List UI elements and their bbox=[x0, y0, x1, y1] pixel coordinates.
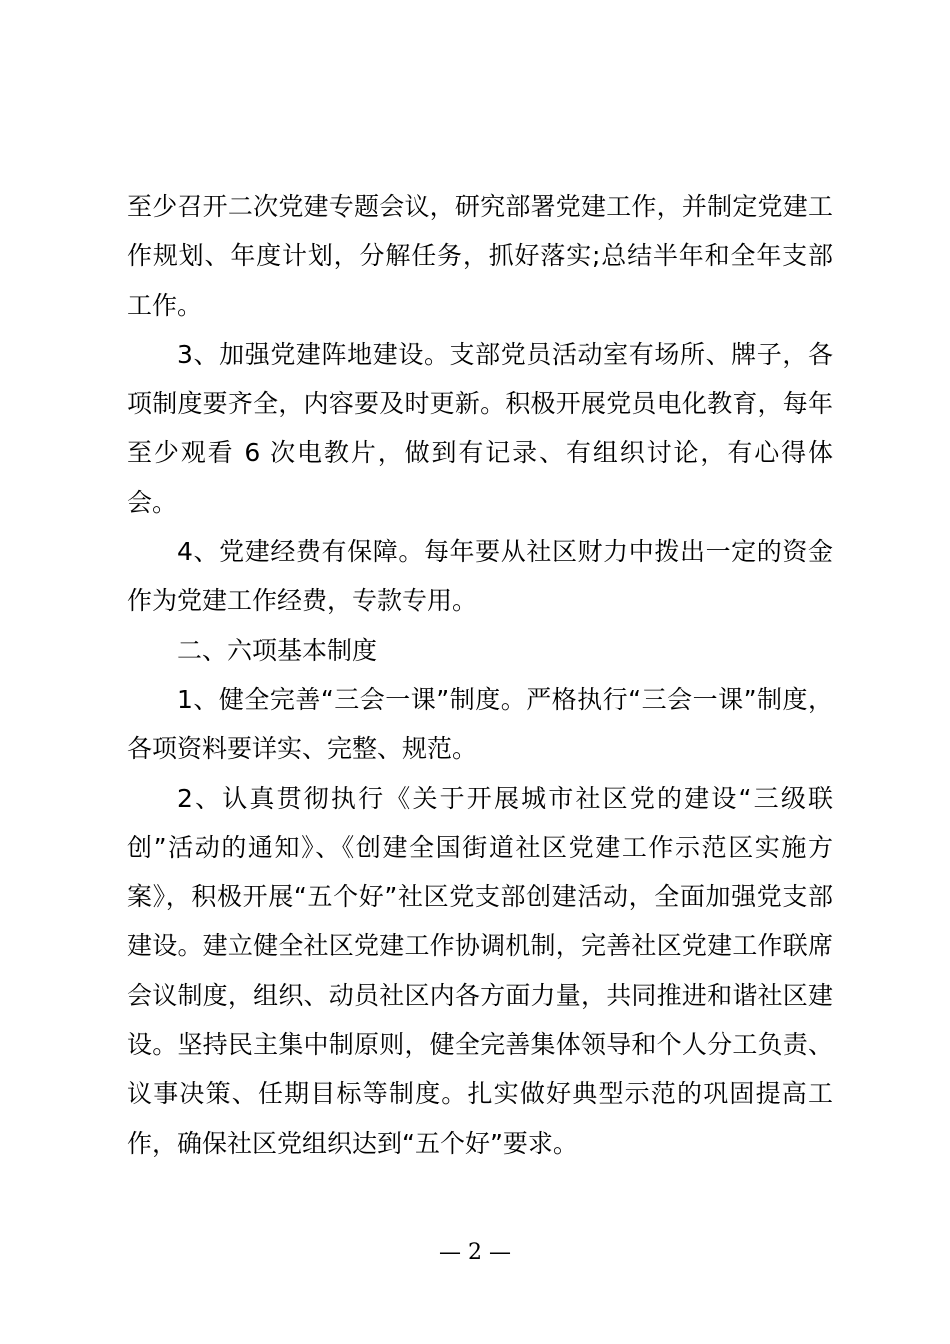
paragraph-item-3: 3、加强党建阵地建设。支部党员活动室有场所、牌子，各项制度要齐全，内容要及时更新。积极开展党员电化教育，每年至少观看 6 次电教片，做到有记录、有组织讨论，有心得体会。 bbox=[127, 339, 833, 517]
section-heading: 二、六项基本制度 bbox=[177, 635, 378, 665]
body-text bbox=[127, 182, 833, 1168]
paragraph-continuation: 至少召开二次党建专题会议，研究部署党建工作，并制定党建工作规划、年度计划，分解任务，抓好落实;总结半年和全年支部工作。 bbox=[127, 192, 833, 320]
paragraph-item-4: 4、党建经费有保障。每年要从社区财力中拨出一定的资金作为党建工作经费，专款专用。 bbox=[127, 537, 833, 616]
page-number: — 2 — bbox=[439, 1240, 511, 1265]
paragraph-system-2: 2、认真贯彻执行《关于开展城市社区党的建设“三级联创”活动的通知》、《创建全国街道社区党建工作示范区实施方案》，积极开展“五个好”社区党支部创建活动，全面加强党支部建设。建立健全社区党建工作协调机制，完善社区党建工作联席会议制度，组织、动员社区内各方面力量，共同推进和谐社区建设。坚持民主集中制原则，健全完善集体领导和个人分工负责、议事决策、任期目标等制度。扎实做好典型示范的巩固提高工作，确保社区党组织达到“五个好”要求。 bbox=[127, 783, 833, 1158]
paragraph-system-1: 1、健全完善“三会一课”制度。严格执行“三会一课”制度，各项资料要详实、完整、规范。 bbox=[127, 684, 833, 764]
